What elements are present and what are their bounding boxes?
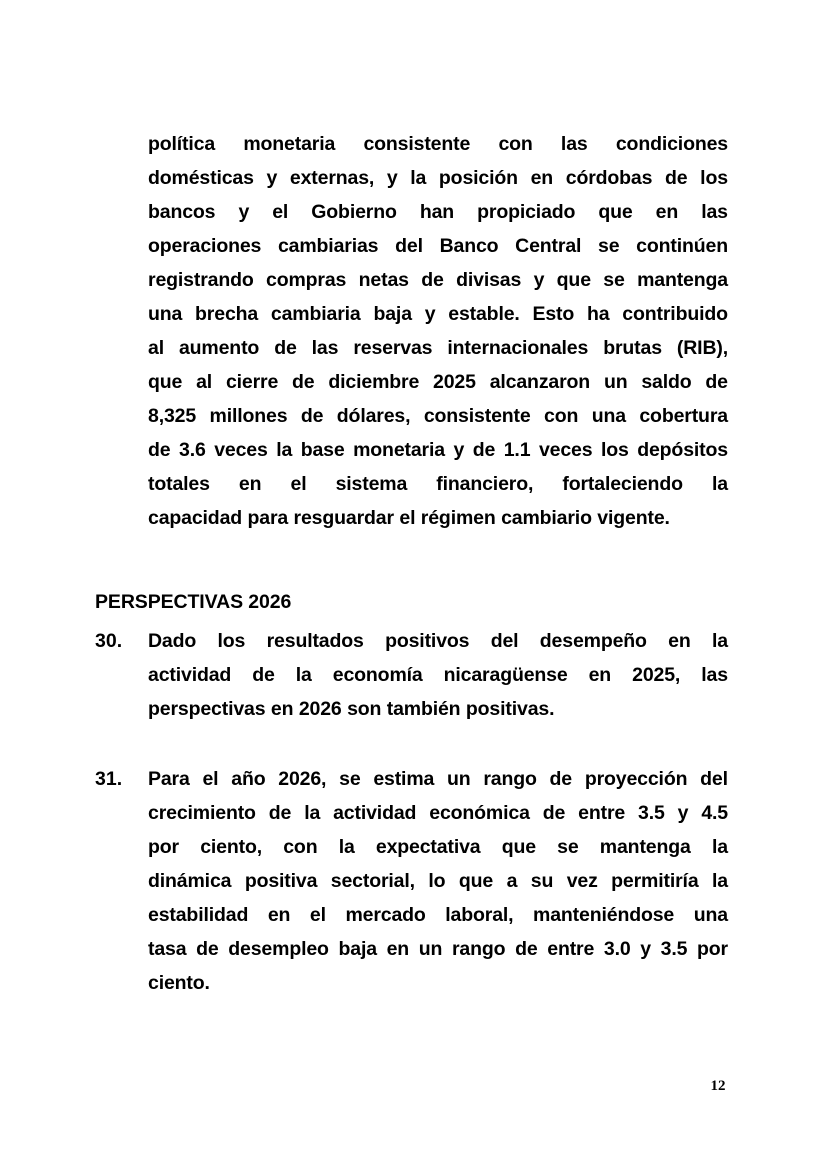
word: positivos — [385, 630, 470, 652]
word: propiciado — [477, 201, 576, 223]
word: desempleo — [228, 938, 329, 960]
word: compras — [266, 269, 347, 291]
text-line — [148, 802, 728, 836]
word: cobertura — [639, 405, 728, 427]
word: totales — [148, 473, 210, 495]
word: un — [447, 768, 471, 790]
word: también — [386, 698, 461, 720]
text-line — [148, 371, 728, 405]
word: registrando — [148, 269, 254, 291]
word: continúen — [636, 235, 728, 257]
word: en — [267, 904, 291, 926]
word: 3.5 — [660, 938, 688, 960]
word: una — [591, 405, 626, 427]
word: consistente — [363, 133, 471, 155]
text-line — [148, 768, 728, 802]
word: los — [700, 167, 728, 189]
word: y — [453, 439, 465, 461]
word: (RIB), — [676, 337, 728, 359]
word: entre — [578, 802, 626, 824]
word: con — [544, 405, 579, 427]
word: la — [711, 836, 728, 858]
word: lo — [428, 870, 446, 892]
word: córdobas — [565, 167, 653, 189]
word: de — [274, 337, 297, 359]
word: y — [386, 167, 398, 189]
word: Central — [515, 235, 582, 257]
word: resultados — [266, 630, 364, 652]
word: de — [515, 938, 538, 960]
word: internacionales — [447, 337, 589, 359]
word: de — [549, 768, 573, 790]
word: positivas. — [465, 698, 555, 720]
word: régimen — [420, 507, 496, 529]
word: 2026 — [298, 698, 342, 720]
word: externas, — [289, 167, 375, 189]
word: Para — [148, 768, 190, 790]
word: millones — [209, 405, 288, 427]
word: reservas — [353, 337, 433, 359]
word: son — [347, 698, 382, 720]
text-line — [148, 630, 728, 664]
word: 2026, — [278, 768, 327, 790]
word: de — [300, 405, 324, 427]
word: depósitos — [637, 439, 728, 461]
word: baja — [373, 303, 412, 325]
word: se — [603, 269, 625, 291]
word: al — [196, 371, 213, 393]
word: mantenga — [599, 836, 691, 858]
word: entre — [547, 938, 595, 960]
word: la — [304, 802, 321, 824]
page-number-value: 12 — [710, 1078, 726, 1094]
word: veces — [214, 439, 268, 461]
word: consistente — [423, 405, 531, 427]
word: base — [300, 439, 345, 461]
word: aumento — [178, 337, 260, 359]
text-line — [148, 167, 728, 201]
word: Gobierno — [311, 201, 397, 223]
word: la — [410, 167, 427, 189]
list-item-number: 31. — [95, 768, 123, 790]
list-item — [95, 768, 728, 1006]
text-line — [148, 235, 728, 269]
text-line — [148, 972, 728, 1006]
word: de — [665, 167, 688, 189]
word: que — [458, 870, 494, 892]
word: vigente. — [597, 507, 670, 529]
word: han — [419, 201, 455, 223]
word: 2025 — [433, 371, 476, 393]
word: una — [693, 904, 728, 926]
word: y — [533, 269, 545, 291]
word: del — [490, 630, 519, 652]
word: a — [506, 870, 518, 892]
word: Banco — [439, 235, 499, 257]
word: la — [712, 630, 728, 652]
word: dólares, — [336, 405, 411, 427]
word: cambiario — [501, 507, 592, 529]
list-item-number: 30. — [95, 630, 123, 652]
word: netas — [358, 269, 409, 291]
word: monetaria — [243, 133, 336, 155]
word: las — [701, 664, 728, 686]
word: económica — [429, 802, 530, 824]
word: de — [252, 664, 275, 686]
word: brutas — [603, 337, 662, 359]
word: rango — [451, 938, 506, 960]
word: año — [231, 768, 266, 790]
text-line — [148, 405, 728, 439]
word: en — [530, 167, 554, 189]
word: nicaragüense — [443, 664, 568, 686]
word: la — [276, 439, 293, 461]
word: 3.0 — [603, 938, 631, 960]
word: de — [421, 269, 444, 291]
word: la — [711, 473, 728, 495]
word: ha — [587, 303, 610, 325]
word: de — [196, 938, 219, 960]
word: en — [270, 698, 294, 720]
word: de — [148, 439, 171, 461]
text-line — [148, 133, 728, 167]
text-line — [148, 303, 728, 337]
word: que — [501, 836, 536, 858]
word: crecimiento — [148, 802, 256, 824]
word: saldo — [641, 371, 692, 393]
text-line — [148, 836, 728, 870]
word: contribuido — [622, 303, 728, 325]
word: economía — [332, 664, 423, 686]
word: con — [283, 836, 318, 858]
word: laboral, — [445, 904, 514, 926]
word: alcanzaron — [489, 371, 591, 393]
text-line — [148, 439, 728, 473]
list-item-text — [95, 768, 728, 1006]
text-line — [148, 870, 728, 904]
word: la — [338, 836, 355, 858]
word: permitiría — [611, 870, 699, 892]
word: diciembre — [328, 371, 420, 393]
word: un — [603, 371, 628, 393]
word: divisas — [456, 269, 522, 291]
word: dinámica — [148, 870, 232, 892]
word: se — [557, 836, 579, 858]
word: estabilidad — [148, 904, 249, 926]
word: resguardar — [293, 507, 394, 529]
word: de — [705, 371, 728, 393]
word: y — [424, 303, 436, 325]
word: y — [238, 201, 250, 223]
word: las — [311, 337, 339, 359]
word: rango — [483, 768, 537, 790]
word: un — [418, 938, 443, 960]
page-content — [95, 133, 728, 1006]
word: manteniéndose — [533, 904, 675, 926]
word: de — [472, 439, 496, 461]
text-line — [148, 938, 728, 972]
word: los — [600, 439, 629, 461]
word: ciento. — [148, 972, 210, 994]
word: política — [148, 133, 216, 155]
word: en — [588, 664, 612, 686]
word: en — [655, 201, 679, 223]
word: veces — [538, 439, 593, 461]
continued-paragraph — [95, 133, 728, 541]
text-line — [148, 507, 728, 541]
text-line — [148, 337, 728, 371]
word: del — [395, 235, 423, 257]
text-line — [148, 664, 728, 698]
word: para — [247, 507, 289, 529]
word: 8,325 — [148, 405, 197, 427]
word: cambiaria — [270, 303, 361, 325]
word: cierre — [225, 371, 279, 393]
word: que — [556, 269, 591, 291]
word: actividad — [148, 664, 232, 686]
word: se — [598, 235, 620, 257]
word: operaciones — [148, 235, 262, 257]
text-line — [148, 269, 728, 303]
word: que — [598, 201, 633, 223]
word: 1.1 — [503, 439, 531, 461]
word: y — [266, 167, 278, 189]
word: los — [217, 630, 246, 652]
word: condiciones — [615, 133, 728, 155]
word: el — [309, 904, 326, 926]
word: tasa — [148, 938, 187, 960]
word: desempeño — [539, 630, 647, 652]
word: sectorial, — [330, 870, 415, 892]
word: brecha — [195, 303, 259, 325]
word: y — [640, 938, 651, 960]
word: del — [700, 768, 728, 790]
word: proyección — [584, 768, 688, 790]
word: bancos — [148, 201, 216, 223]
word: las — [560, 133, 588, 155]
word: 2025, — [632, 664, 681, 686]
word: monetaria — [353, 439, 445, 461]
text-line — [148, 473, 728, 507]
word: que — [148, 371, 183, 393]
word: con — [498, 133, 533, 155]
word: el — [290, 473, 307, 495]
word: el — [399, 507, 416, 529]
word: el — [272, 201, 289, 223]
word: una — [148, 303, 183, 325]
word: baja — [338, 938, 377, 960]
text-line — [148, 201, 728, 235]
word: en — [668, 630, 691, 652]
spacer-before-item-31 — [95, 732, 728, 768]
word: cambiarias — [277, 235, 379, 257]
word: ciento, — [200, 836, 262, 858]
word: se — [339, 768, 361, 790]
word: mantenga — [637, 269, 728, 291]
word: sistema — [335, 473, 408, 495]
word: Esto — [532, 303, 575, 325]
word: posición — [438, 167, 518, 189]
text-line — [148, 904, 728, 938]
word: expectativa — [375, 836, 481, 858]
word: capacidad — [148, 507, 243, 529]
word: estima — [373, 768, 435, 790]
word: de — [292, 371, 315, 393]
spacer-before-item-30 — [95, 619, 728, 630]
word: Dado — [148, 630, 197, 652]
word: domésticas — [148, 167, 254, 189]
word: mercado — [345, 904, 426, 926]
word: positiva — [244, 870, 318, 892]
word: en — [238, 473, 262, 495]
page-number — [0, 1078, 825, 1095]
section-heading: PERSPECTIVAS 2026 — [95, 591, 292, 613]
word: el — [202, 768, 219, 790]
word: por — [148, 836, 179, 858]
word: financiero, — [436, 473, 534, 495]
word: las — [701, 201, 728, 223]
word: estable. — [448, 303, 520, 325]
word: 3.5 — [638, 802, 665, 824]
word: por — [696, 938, 728, 960]
word: al — [148, 337, 164, 359]
list-item — [95, 630, 728, 732]
list-item-text — [95, 630, 728, 732]
word: su — [530, 870, 554, 892]
word: la — [295, 664, 312, 686]
word: 4.5 — [701, 802, 728, 824]
word: y — [677, 802, 689, 824]
text-line — [148, 698, 728, 732]
word: fortaleciendo — [562, 473, 683, 495]
word: en — [386, 938, 410, 960]
word: 3.6 — [179, 439, 206, 461]
word: la — [712, 870, 728, 892]
word: vez — [566, 870, 598, 892]
word: de — [542, 802, 566, 824]
word: perspectivas — [148, 698, 266, 720]
word: actividad — [333, 802, 417, 824]
spacer-before-heading — [95, 541, 728, 585]
word: de — [268, 802, 292, 824]
